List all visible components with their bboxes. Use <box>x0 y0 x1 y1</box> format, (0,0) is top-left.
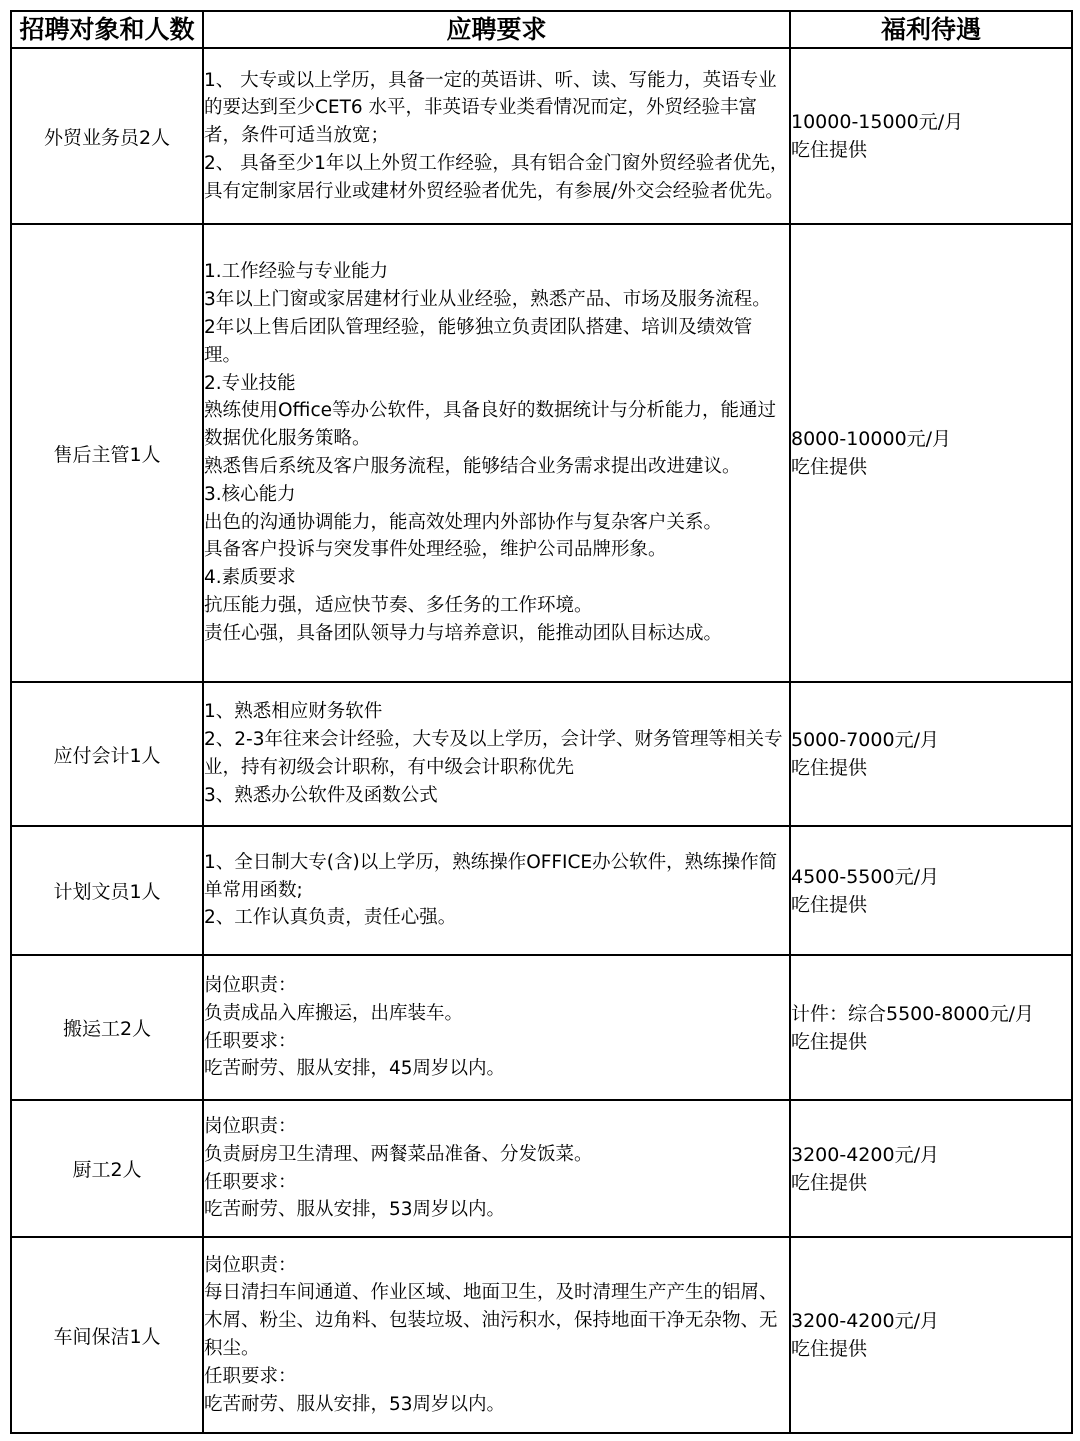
benefits-cell <box>790 682 1072 826</box>
position-cell: 计划文员1人 <box>11 826 203 955</box>
requirement-line: 具备客户投诉与突发事件处理经验，维护公司品牌形象。 <box>204 539 667 561</box>
salary-text: 5000-7000元/月 <box>791 729 939 751</box>
requirement-line: 熟悉售后系统及客户服务流程，能够结合业务需求提出改进建议。 <box>204 456 741 477</box>
requirement-line: 责任心强，具备团队领导力与培养意识，能推动团队目标达成。 <box>204 622 723 644</box>
salary-text: 3200-4200元/月 <box>791 1143 939 1166</box>
requirement-line: 3.核心能力 <box>204 483 296 505</box>
salary-text: 8000-10000元/月 <box>791 428 952 450</box>
table-row <box>11 826 1072 955</box>
requirement-line: 3年以上门窗或家居建材行业从业经验，熟悉产品、市场及服务流程。 <box>204 289 771 311</box>
benefit-text: 吃住提供 <box>791 139 868 161</box>
benefits-cell <box>790 826 1072 955</box>
requirement-line: 吃苦耐劳、服从安排，53周岁以内。 <box>204 1199 506 1221</box>
salary-text: 4500-5500元/月 <box>791 865 939 888</box>
requirement-line: 任职要求： <box>204 1365 297 1387</box>
salary-text: 3200-4200元/月 <box>791 1310 939 1332</box>
header-position: 招聘对象和人数 <box>11 11 203 48</box>
benefit-text: 吃住提供 <box>791 1338 868 1360</box>
requirement-line: 1、 大专或以上学历，具备一定的英语讲、听、读、写能力，英语专业的要达到至少CET6 水平，非英语专业类看情况而定，外贸经验丰富者，条件可适当放宽； <box>204 69 777 147</box>
benefit-text: 吃住提供 <box>791 456 868 478</box>
requirement-line: 1.工作经验与专业能力 <box>204 261 389 283</box>
benefit-text: 吃住提供 <box>791 1171 868 1194</box>
table-row <box>11 1100 1072 1237</box>
benefit-text: 吃住提供 <box>791 757 868 779</box>
table-row <box>11 1237 1072 1433</box>
requirement-line: 1、熟悉相应财务软件 <box>204 701 383 723</box>
requirement-line: 3、熟悉办公软件及函数公式 <box>204 784 438 806</box>
position-cell: 搬运工2人 <box>11 955 203 1100</box>
position-cell: 售后主管1人 <box>11 224 203 682</box>
requirement-line: 任职要求： <box>204 1171 297 1193</box>
requirements-cell <box>203 955 790 1100</box>
benefit-text: 吃住提供 <box>791 1030 868 1053</box>
position-cell: 车间保洁1人 <box>11 1237 203 1433</box>
requirements-cell <box>203 224 790 682</box>
requirement-line: 4.素质要求 <box>204 567 296 589</box>
requirements-cell <box>203 682 790 826</box>
requirement-line: 抗压能力强，适应快节奏、多任务的工作环境。 <box>204 594 593 616</box>
table-row <box>11 955 1072 1100</box>
header-row <box>11 11 1072 48</box>
requirement-line: 2年以上售后团队管理经验，能够独立负责团队搭建、培训及绩效管理。 <box>204 317 753 366</box>
benefits-cell <box>790 955 1072 1100</box>
requirement-line: 2、2-3年往来会计经验，大专及以上学历，会计学、财务管理等相关专业，持有初级会计职称，有中级会计职称优先 <box>204 729 783 778</box>
requirements-cell <box>203 1237 790 1433</box>
requirement-line: 负责厨房卫生清理、两餐菜品准备、分发饭菜。 <box>204 1143 593 1165</box>
requirement-line: 出色的沟通协调能力，能高效处理内外部协作与复杂客户关系。 <box>204 511 723 533</box>
requirement-line: 2、工作认真负责，责任心强。 <box>204 907 457 929</box>
table-row <box>11 224 1072 682</box>
benefits-cell <box>790 224 1072 682</box>
requirement-line: 负责成品入库搬运，出库装车。 <box>204 1002 464 1024</box>
benefit-text: 吃住提供 <box>791 893 868 916</box>
requirement-line: 吃苦耐劳、服从安排，53周岁以内。 <box>204 1393 506 1415</box>
benefits-cell <box>790 1100 1072 1237</box>
table-row <box>11 48 1072 224</box>
requirements-cell <box>203 1100 790 1237</box>
requirement-line: 岗位职责： <box>204 974 297 996</box>
requirement-line: 岗位职责： <box>204 1115 297 1137</box>
salary-text: 10000-15000元/月 <box>791 111 964 133</box>
requirement-line: 任职要求： <box>204 1030 297 1052</box>
benefits-cell <box>790 1237 1072 1433</box>
recruitment-table <box>10 10 1073 1434</box>
requirement-line: 岗位职责： <box>204 1254 297 1276</box>
header-benefits: 福利待遇 <box>790 11 1072 48</box>
requirement-line: 吃苦耐劳、服从安排，45周岁以内。 <box>204 1058 506 1080</box>
requirements-cell <box>203 48 790 224</box>
requirement-line: 每日清扫车间通道、作业区域、地面卫生，及时清理生产产生的铝屑、木屑、粉尘、边角料、包装垃圾、油污积水，保持地面干净无杂物、无积尘。 <box>204 1282 778 1359</box>
requirement-line: 1、全日制大专(含)以上学历，熟练操作OFFICE办公软件，熟练操作简单常用函数; <box>204 851 778 901</box>
requirement-line: 2、 具备至少1年以上外贸工作经验，具有铝合金门窗外贸经验者优先，具有定制家居行业或建材外贸经验者优先，有参展/外交会经验者优先。 <box>204 152 789 202</box>
position-cell: 应付会计1人 <box>11 682 203 826</box>
position-cell: 厨工2人 <box>11 1100 203 1237</box>
requirement-line: 2.专业技能 <box>204 372 296 394</box>
salary-text: 计件：综合5500-8000元/月 <box>791 1002 1034 1025</box>
requirement-line: 熟练使用Office等办公软件，具备良好的数据统计与分析能力，能通过数据优化服务策略。 <box>204 400 777 450</box>
header-requirements: 应聘要求 <box>203 11 790 48</box>
requirements-cell <box>203 826 790 955</box>
position-cell: 外贸业务员2人 <box>11 48 203 224</box>
table-row <box>11 682 1072 826</box>
benefits-cell <box>790 48 1072 224</box>
